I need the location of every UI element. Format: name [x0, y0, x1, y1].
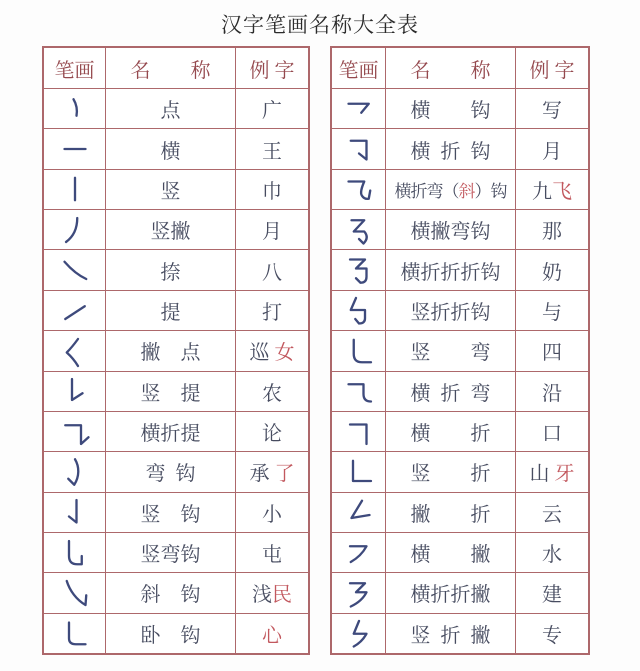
header-example: 例 字 [515, 48, 588, 88]
character: 月 [262, 221, 282, 244]
shu-stroke-icon [57, 171, 93, 207]
table-row [332, 249, 588, 289]
table-row [332, 330, 588, 370]
header-row [332, 48, 588, 88]
name-cell [105, 210, 235, 249]
table-row [332, 88, 588, 128]
character: 提 [160, 301, 181, 324]
character: 写 [542, 100, 562, 123]
character: 撇 点 [140, 342, 201, 365]
name-cell [385, 331, 515, 370]
pie-dian-stroke-icon [57, 333, 93, 369]
table-row [44, 169, 308, 209]
table-row [332, 532, 588, 572]
name-cell [385, 170, 515, 209]
table-row [332, 572, 588, 612]
character: 横 撇 [410, 544, 491, 567]
example-cell [515, 170, 588, 209]
red-character: 民 [272, 584, 292, 607]
stroke-cell [332, 129, 385, 168]
character: 四 [542, 342, 562, 365]
name-cell [105, 614, 235, 653]
name-cell [385, 210, 515, 249]
character: 竖弯钩 [140, 544, 201, 567]
shu-ti-stroke-icon [57, 373, 93, 409]
example-cell [515, 452, 588, 491]
header-stroke: 笔画 [54, 59, 95, 82]
heng-zhe-gou-stroke-icon [341, 131, 377, 167]
heng-zhe-ti-stroke-icon [57, 414, 93, 450]
name-cell [385, 129, 515, 168]
stroke-table-left [42, 46, 310, 655]
table-row [332, 290, 588, 330]
character: 专 [542, 624, 562, 647]
shu-zhe-zhe-gou-stroke-icon [341, 292, 377, 328]
character: 巾 [262, 180, 282, 203]
ti-stroke-icon [57, 292, 93, 328]
table-row [44, 411, 308, 451]
stroke-cell [44, 533, 105, 572]
character: 捺 [160, 261, 181, 284]
header-row [44, 48, 308, 88]
stroke-cell [44, 129, 105, 168]
stroke-cell [332, 210, 385, 249]
character: 广 [262, 100, 282, 123]
stroke-cell [44, 614, 105, 653]
character: 山 [529, 463, 555, 486]
name-cell [385, 573, 515, 612]
table-row [44, 209, 308, 249]
character: 奶 [542, 261, 562, 284]
dian-stroke-icon [57, 91, 93, 127]
heng-zhe-wan-stroke-icon [341, 373, 377, 409]
stroke-cell [332, 89, 385, 128]
example-cell [235, 170, 308, 209]
name-cell [385, 89, 515, 128]
character: 那 [542, 221, 562, 244]
example-cell [515, 129, 588, 168]
stroke-cell [44, 250, 105, 289]
example-cell [235, 250, 308, 289]
example-cell [235, 372, 308, 411]
table-row [44, 290, 308, 330]
name-cell [385, 372, 515, 411]
character: 九 [532, 180, 552, 203]
stroke-cell [332, 250, 385, 289]
header-stroke: 笔画 [338, 59, 379, 82]
name-cell [105, 372, 235, 411]
shu-zhe-stroke-icon [341, 454, 377, 490]
red-character: 心 [262, 624, 282, 647]
stroke-cell [44, 412, 105, 451]
name-cell [385, 533, 515, 572]
character: 口 [542, 423, 562, 446]
character: 竖 折 撇 [410, 624, 491, 647]
heng-zhe-wan-gou-stroke-icon [341, 171, 377, 207]
red-character: 牙 [554, 463, 575, 486]
character: 水 [542, 544, 562, 567]
character: 月 [542, 140, 562, 163]
example-cell [515, 573, 588, 612]
character: 打 [262, 301, 282, 324]
shu-zhe-pie-stroke-icon [341, 615, 377, 651]
stroke-cell [332, 412, 385, 451]
stroke-cell [332, 573, 385, 612]
shu-wan-gou-stroke-icon [57, 535, 93, 571]
header-name: 名 称 [105, 48, 235, 88]
name-cell [385, 250, 515, 289]
stroke-cell [44, 291, 105, 330]
header-example: 例 字 [235, 48, 308, 88]
stroke-cell [44, 170, 105, 209]
heng-gou-stroke-icon [341, 91, 377, 127]
stroke-cell [332, 170, 385, 209]
character: 点 [160, 100, 181, 123]
tables-container [42, 46, 640, 655]
example-cell [515, 89, 588, 128]
example-cell [515, 331, 588, 370]
stroke-cell [44, 452, 105, 491]
example-cell [235, 89, 308, 128]
wan-gou-stroke-icon [57, 454, 93, 490]
name-cell [105, 170, 235, 209]
character: 横折提 [140, 423, 201, 446]
stroke-cell [332, 372, 385, 411]
name-cell [105, 331, 235, 370]
table-row [332, 128, 588, 168]
stroke-cell [332, 533, 385, 572]
character: 横撇弯钩 [410, 221, 491, 244]
example-cell [515, 372, 588, 411]
table-row [332, 451, 588, 491]
character: 竖 弯 [410, 342, 491, 365]
name-cell [105, 493, 235, 532]
stroke-cell [332, 493, 385, 532]
name-cell [105, 129, 235, 168]
example-cell [235, 493, 308, 532]
table-row [332, 209, 588, 249]
character: 巡 [249, 342, 275, 365]
shu-pie-stroke-icon [57, 212, 93, 248]
name-cell [105, 412, 235, 451]
character: 横 折 [410, 423, 491, 446]
name-cell [385, 291, 515, 330]
character: 横 [160, 140, 181, 163]
heng-zhe-zhe-pie-stroke-icon [341, 575, 377, 611]
example-cell [515, 291, 588, 330]
character: 竖 [160, 180, 181, 203]
example-cell [515, 412, 588, 451]
heng-zhe-stroke-icon [341, 414, 377, 450]
stroke-cell [332, 331, 385, 370]
stroke-cell [44, 210, 105, 249]
table-row [44, 371, 308, 411]
stroke-cell [332, 291, 385, 330]
example-cell [515, 250, 588, 289]
example-cell [235, 129, 308, 168]
character: 竖 提 [140, 382, 201, 405]
character: 屯 [262, 544, 282, 567]
example-cell [515, 614, 588, 653]
pie-zhe-stroke-icon [341, 494, 377, 530]
character: 沿 [542, 382, 562, 405]
example-cell [235, 573, 308, 612]
wo-gou-stroke-icon [57, 615, 93, 651]
table-row [44, 249, 308, 289]
table-row [332, 411, 588, 451]
character: 八 [262, 261, 282, 284]
character: 论 [262, 423, 282, 446]
heng-pie-wan-gou-stroke-icon [341, 212, 377, 248]
character: 王 [262, 140, 282, 163]
red-character: 飞 [552, 180, 572, 203]
name-cell [105, 250, 235, 289]
header-name: 名 称 [385, 48, 515, 88]
character: 竖折折钩 [410, 301, 491, 324]
character: 竖撇 [150, 221, 191, 244]
xie-gou-stroke-icon [57, 575, 93, 611]
heng-pie-stroke-icon [341, 535, 377, 571]
example-cell [235, 412, 308, 451]
stroke-cell [332, 452, 385, 491]
example-cell [515, 210, 588, 249]
table-row [332, 613, 588, 653]
red-character: 斜 [458, 181, 475, 201]
character: 与 [542, 301, 562, 324]
name-cell [385, 452, 515, 491]
character: 横 折 钩 [410, 140, 491, 163]
table-row [332, 371, 588, 411]
character: 竖 折 [410, 463, 491, 486]
red-character: 女 [274, 342, 295, 365]
heng-stroke-icon [57, 131, 93, 167]
table-row [332, 492, 588, 532]
stroke-cell [44, 573, 105, 612]
heng-zhe-zhe-zhe-gou-stroke-icon [341, 252, 377, 288]
table-row [44, 492, 308, 532]
example-cell [235, 452, 308, 491]
shu-wan-stroke-icon [341, 333, 377, 369]
shu-gou-stroke-icon [57, 494, 93, 530]
character: 斜 钩 [140, 584, 201, 607]
table-row [44, 451, 308, 491]
table-row [44, 88, 308, 128]
character: 云 [542, 503, 562, 526]
character: 小 [262, 503, 282, 526]
character: ）钩 [474, 181, 507, 201]
character: 横 折 弯 [410, 382, 491, 405]
name-cell [105, 89, 235, 128]
name-cell [385, 614, 515, 653]
stroke-cell [332, 614, 385, 653]
example-cell [235, 331, 308, 370]
example-cell [235, 210, 308, 249]
stroke-cell [44, 331, 105, 370]
example-cell [515, 493, 588, 532]
table-row [44, 532, 308, 572]
character: 横折折折钩 [400, 261, 501, 284]
character: 承 [249, 463, 275, 486]
name-cell [385, 493, 515, 532]
name-cell [105, 291, 235, 330]
page-title: 汉字笔画名称大全表 [221, 13, 419, 37]
stroke-table-right [330, 46, 590, 655]
character: 撇 折 [410, 503, 491, 526]
example-cell [515, 533, 588, 572]
table-row [44, 330, 308, 370]
character: 卧 钩 [140, 624, 201, 647]
character: 横 钩 [410, 100, 491, 123]
stroke-cell [44, 89, 105, 128]
table-row [332, 169, 588, 209]
stroke-cell [44, 493, 105, 532]
table-row [44, 128, 308, 168]
character: 横折折撇 [410, 584, 491, 607]
character: 竖 钩 [140, 503, 201, 526]
character: 横折弯（ [394, 181, 459, 201]
example-cell [235, 614, 308, 653]
red-character: 了 [274, 463, 295, 486]
character: 农 [262, 382, 282, 405]
character: 浅 [252, 584, 272, 607]
stroke-cell [44, 372, 105, 411]
character: 建 [542, 584, 562, 607]
character: 弯 钩 [145, 463, 196, 486]
na-stroke-icon [57, 252, 93, 288]
table-row [44, 613, 308, 653]
name-cell [385, 412, 515, 451]
table-row [44, 572, 308, 612]
example-cell [235, 533, 308, 572]
name-cell [105, 573, 235, 612]
name-cell [105, 533, 235, 572]
name-cell [105, 452, 235, 491]
example-cell [235, 291, 308, 330]
